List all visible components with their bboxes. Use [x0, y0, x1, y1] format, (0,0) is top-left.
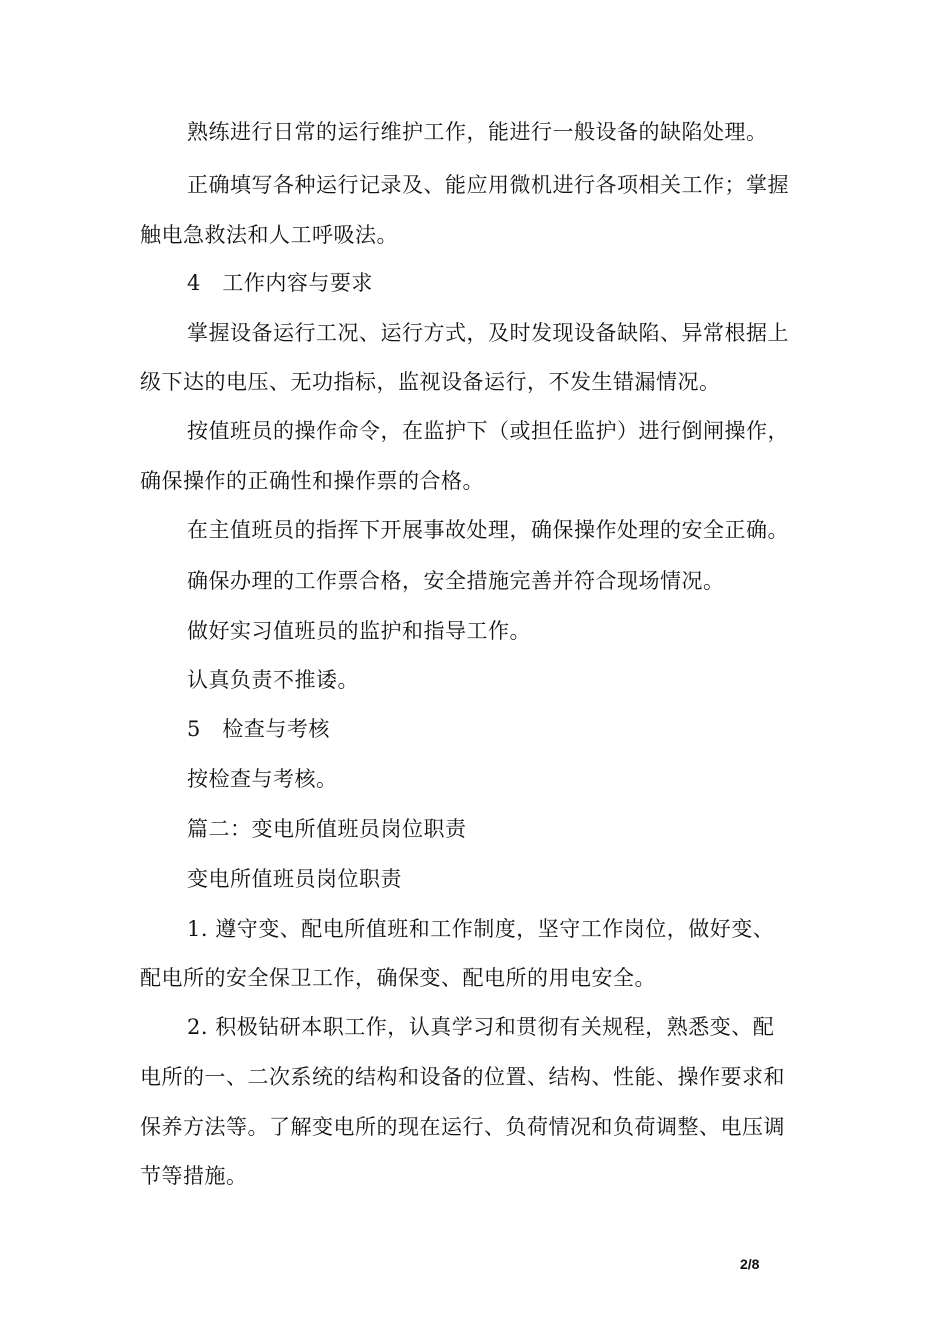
text-line: 节等措施。 [140, 1164, 248, 1188]
text-line: 级下达的电压、无功指标，监视设备运行，不发生错漏情况。 [140, 370, 721, 394]
text-line: 确保操作的正确性和操作票的合格。 [140, 469, 484, 493]
text-line: 正确填写各种运行记录及、能应用微机进行各项相关工作；掌握 [187, 173, 789, 197]
text-line: 按检查与考核。 [187, 767, 338, 791]
section-heading: 篇二：变电所值班员岗位职责 [187, 817, 467, 841]
text-line: 电所的一、二次系统的结构和设备的位置、结构、性能、操作要求和 [140, 1065, 785, 1089]
section-heading: 4 工作内容与要求 [187, 271, 373, 295]
text-line: 掌握设备运行工况、运行方式，及时发现设备缺陷、异常根据上 [187, 321, 789, 345]
text-line: 配电所的安全保卫工作，确保变、配电所的用电安全。 [140, 966, 656, 990]
text-line: 按值班员的操作命令，在监护下（或担任监护）进行倒闸操作， [187, 419, 789, 443]
text-line: 保养方法等。了解变电所的现在运行、负荷情况和负荷调整、电压调 [140, 1115, 785, 1139]
text-line: 熟练进行日常的运行维护工作，能进行一般设备的缺陷处理。 [187, 120, 768, 144]
text-line: 2. 积极钻研本职工作，认真学习和贯彻有关规程，熟悉变、配 [187, 1015, 775, 1039]
text-line: 在主值班员的指挥下开展事故处理，确保操作处理的安全正确。 [187, 518, 789, 542]
section-heading: 5 检查与考核 [187, 717, 330, 741]
text-line: 确保办理的工作票合格，安全措施完善并符合现场情况。 [187, 569, 725, 593]
text-line: 1. 遵守变、配电所值班和工作制度，坚守工作岗位，做好变、 [187, 917, 775, 941]
text-line: 做好实习值班员的监护和指导工作。 [187, 619, 531, 643]
text-line: 认真负责不推诿。 [187, 668, 359, 692]
section-heading: 变电所值班员岗位职责 [187, 867, 402, 891]
page-number: 2/8 [740, 1256, 760, 1272]
text-line: 触电急救法和人工呼吸法。 [140, 223, 398, 247]
